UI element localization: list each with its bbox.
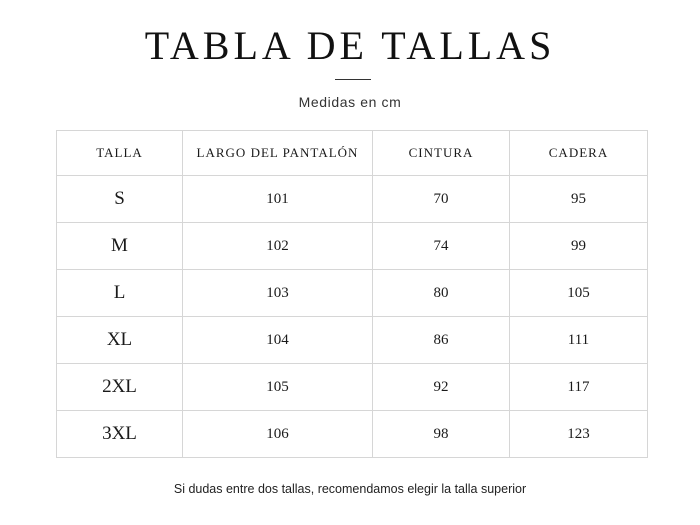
length-cell: 101 — [183, 176, 373, 223]
title-divider — [335, 79, 371, 80]
size-cell: 2XL — [57, 364, 183, 411]
size-cell: L — [57, 270, 183, 317]
hip-cell: 99 — [510, 223, 648, 270]
length-cell: 103 — [183, 270, 373, 317]
waist-cell: 80 — [373, 270, 510, 317]
hip-cell: 123 — [510, 411, 648, 458]
waist-cell: 74 — [373, 223, 510, 270]
table-row — [57, 270, 648, 317]
waist-cell: 70 — [373, 176, 510, 223]
length-cell: 106 — [183, 411, 373, 458]
table-header-row — [57, 131, 648, 176]
page-title: TABLA DE TALLAS — [144, 23, 556, 68]
size-cell: XL — [57, 317, 183, 364]
table-row — [57, 411, 648, 458]
header-cintura: CINTURA — [373, 131, 510, 176]
header-cadera: CADERA — [510, 131, 648, 176]
table-row — [57, 317, 648, 364]
sizing-advice-note: Si dudas entre dos tallas, recomendamos elegir la talla superior — [173, 482, 527, 496]
table-row — [57, 176, 648, 223]
units-subtitle: Medidas en cm — [298, 94, 402, 110]
hip-cell: 117 — [510, 364, 648, 411]
waist-cell: 92 — [373, 364, 510, 411]
waist-cell: 98 — [373, 411, 510, 458]
header-talla: TALLA — [57, 131, 183, 176]
size-cell: M — [57, 223, 183, 270]
hip-cell: 105 — [510, 270, 648, 317]
size-chart-table — [56, 130, 648, 458]
length-cell: 102 — [183, 223, 373, 270]
size-cell: 3XL — [57, 411, 183, 458]
table-row — [57, 364, 648, 411]
hip-cell: 95 — [510, 176, 648, 223]
length-cell: 105 — [183, 364, 373, 411]
length-cell: 104 — [183, 317, 373, 364]
hip-cell: 111 — [510, 317, 648, 364]
waist-cell: 86 — [373, 317, 510, 364]
size-cell: S — [57, 176, 183, 223]
header-largo-pantalon: LARGO DEL PANTALÓN — [183, 131, 373, 176]
table-row — [57, 223, 648, 270]
